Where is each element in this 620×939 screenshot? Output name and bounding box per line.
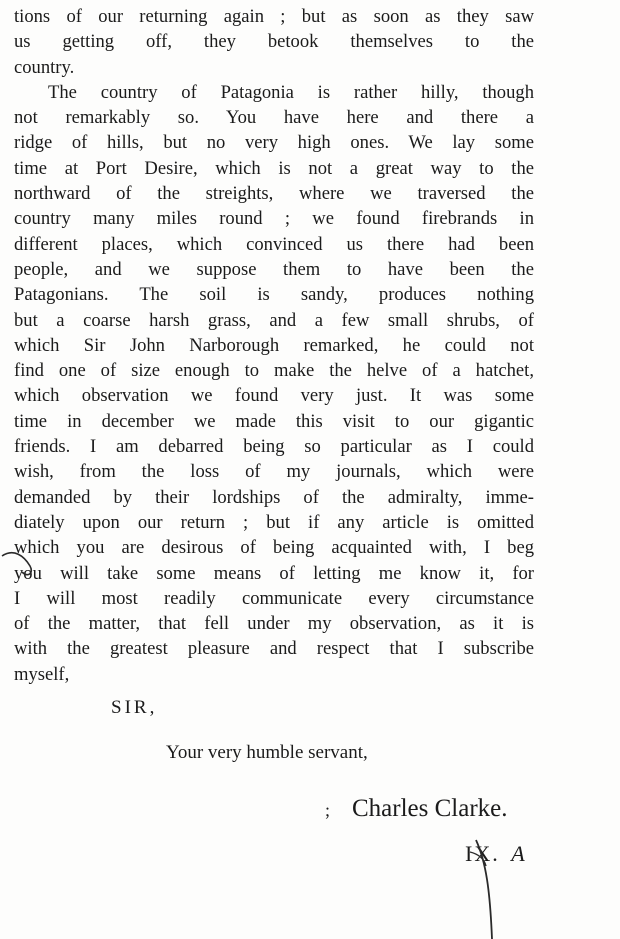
text-line: not remarkably so. You have here and there a — [14, 107, 534, 129]
text-line: people, and we suppose them to have been the — [14, 258, 534, 280]
sheet-numeral: IX. — [465, 841, 500, 866]
text-line: of the matter, that fell under my observation, as it is — [14, 613, 534, 635]
sheet-letter: A — [511, 841, 527, 866]
text-line: myself, — [14, 663, 70, 685]
text-line: find one of size enough to make the helve of a hatchet, — [14, 360, 534, 382]
text-line: northward of the streights, where we traversed the — [14, 183, 534, 205]
text-line: different places, which convinced us there had been — [14, 233, 534, 255]
signature-name: Charles Clarke. — [352, 795, 508, 822]
signature-mark: ; — [325, 800, 331, 820]
letter-body — [14, 4, 534, 687]
text-line: you will take some means of letting me know it, for — [14, 562, 534, 584]
text-line: but a coarse harsh grass, and a few small shrubs, of — [14, 309, 534, 331]
text-line: which Sir John Narborough remarked, he could not — [14, 334, 534, 356]
text-line: diately upon our return ; but if any article is omitted — [14, 511, 534, 533]
text-line: which you are desirous of being acquainted with, I beg — [14, 537, 534, 559]
sheet-signature — [465, 841, 527, 867]
text-line: time in december we made this visit to our gigantic — [14, 410, 534, 432]
text-line: Patagonians. The soil is sandy, produces nothing — [14, 284, 534, 306]
text-line: tions of our returning again ; but as soon as they saw — [14, 6, 534, 27]
text-line: country. — [14, 56, 75, 78]
salutation: SIR, — [111, 697, 158, 718]
text-line: country many miles round ; we found firebrands in — [14, 208, 534, 230]
closing-line: Your very humble servant, — [166, 742, 368, 763]
text-line: I will most readily communicate every circumstance — [14, 587, 534, 609]
text-line: time at Port Desire, which is not a great way to the — [14, 157, 534, 179]
text-line: The country of Patagonia is rather hilly, though — [48, 81, 534, 103]
text-line: demanded by their lordships of the admiralty, imme- — [14, 486, 534, 508]
text-line: us getting off, they betook themselves to the — [14, 31, 534, 53]
text-line: ridge of hills, but no very high ones. We lay some — [14, 132, 534, 154]
text-line: friends. I am debarred being so particular as I could — [14, 436, 534, 458]
text-line: with the greatest pleasure and respect that I subscribe — [14, 638, 534, 660]
text-line: which observation we found very just. It was some — [14, 385, 534, 407]
text-line: wish, from the loss of my journals, which were — [14, 461, 534, 483]
